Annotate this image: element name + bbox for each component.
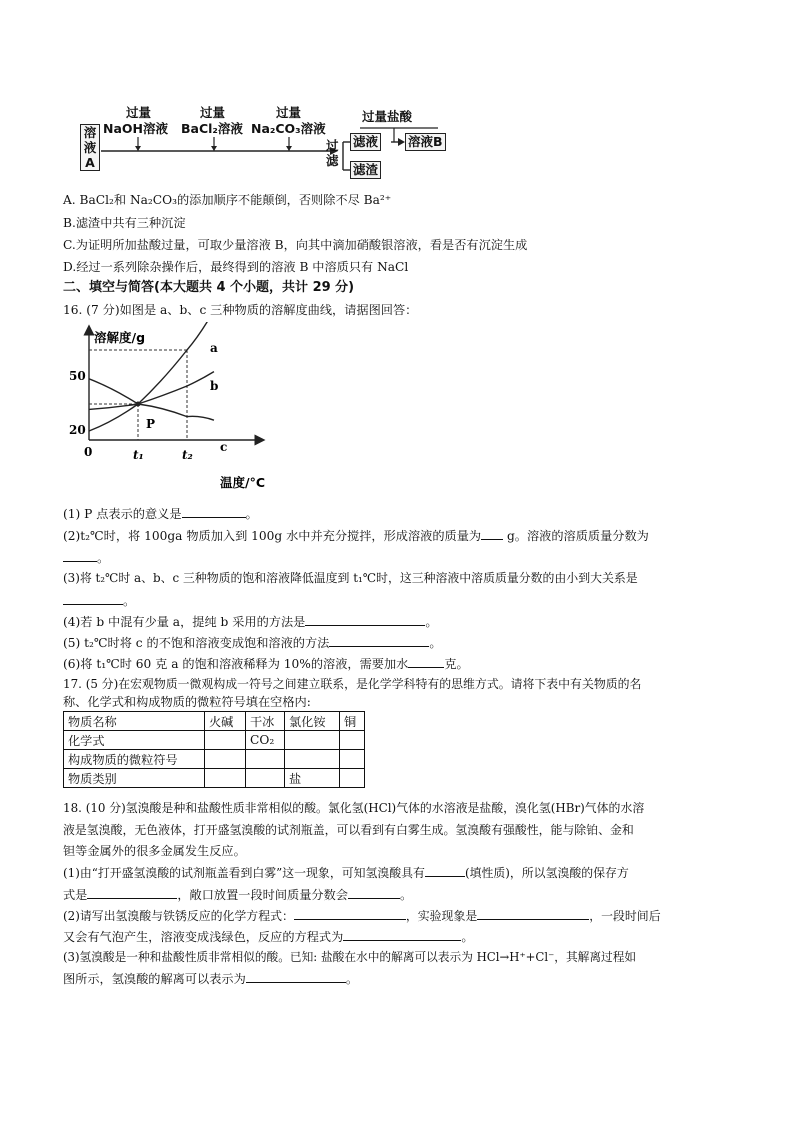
answer-blank[interactable] [246, 970, 346, 983]
table-row: 物质类别 盐 [64, 769, 365, 788]
q17-intro-2: 称、化学式和构成物质的微粒符号填在空格内: [63, 695, 311, 709]
answer-blank[interactable] [294, 907, 406, 920]
answer-blank[interactable] [87, 886, 177, 899]
answer-blank[interactable] [348, 886, 400, 899]
x-tick-t1: t₁ [133, 448, 144, 462]
solubility-chart [60, 322, 290, 497]
answer-blank[interactable] [481, 527, 503, 540]
q17-intro-1: 17. (5 分)在宏观物质一微观构成一符号之间建立联系，是化学学科特有的思维方式。请将下表中有关物质的名 [63, 677, 642, 691]
series-a-label: a [210, 341, 218, 355]
answer-blank[interactable] [182, 505, 246, 518]
q16-part2-cont: 。 [63, 549, 109, 566]
filter-label: 过 滤 [326, 138, 339, 168]
q18-part1-cont: 式是 ，敞口放置一段时间质量分数会 。 [63, 888, 413, 902]
y-tick-20: 20 [69, 423, 86, 437]
x-tick-0: 0 [84, 445, 93, 459]
answer-blank[interactable] [63, 549, 97, 562]
table-row: 构成物质的微粒符号 [64, 750, 365, 769]
step3-bottom-label: Na₂CO₃溶液 [251, 121, 326, 136]
y-axis-label: 溶解度/g [94, 330, 146, 345]
table-row: 物质名称 火碱 干冰 氯化铵 铜 [64, 712, 365, 731]
q16-part1: (1) P 点表示的意义是 。 [63, 507, 258, 521]
answer-blank[interactable] [329, 634, 429, 647]
series-c-label: c [220, 440, 228, 454]
solution-a-box: 溶 液 A [80, 124, 100, 171]
q18-intro-3: 钽等金属外的很多金属发生反应。 [63, 844, 246, 858]
section-title: 二、填空与简答(本大题共 4 个小题，共计 29 分) [63, 280, 355, 295]
substance-table [63, 711, 365, 788]
filtrate-box: 滤液 [350, 133, 381, 151]
x-tick-t2: t₂ [182, 448, 193, 462]
q18-intro-1: 18. (10 分)氢溴酸是种和盐酸性质非常相似的酸。氯化氢(HCl)气体的水溶液是盐酸，溴化氢(HBr)气体的水溶 [63, 801, 645, 815]
x-axis-label: 温度/°C [220, 475, 265, 490]
option-a: A. BaCl₂和 Na₂CO₃的添加顺序不能颠倒，否则除不尽 Ba²⁺ [63, 193, 392, 207]
answer-blank[interactable] [477, 907, 589, 920]
series-b-label: b [210, 379, 219, 393]
residue-box: 滤渣 [350, 161, 381, 179]
q18-part2-cont: 又会有气泡产生，溶液变成浅绿色，反应的方程式为 。 [63, 930, 474, 944]
option-d: D.经过一系列除杂操作后，最终得到的溶液 B 中溶质只有 NaCl [63, 260, 409, 274]
answer-blank[interactable] [305, 613, 425, 626]
step3-top-label: 过量 [276, 105, 302, 120]
point-p-label: P [146, 417, 156, 431]
step2-bottom-label: BaCl₂溶液 [181, 121, 243, 136]
step1-top-label: 过量 [126, 105, 152, 120]
q16-intro: 16. (7 分)如图是 a、b、c 三种物质的溶解度曲线，请据图回答： [63, 303, 418, 317]
answer-blank[interactable] [343, 928, 461, 941]
q16-part6: (6)将 t₁℃时 60 克 a 的饱和溶液稀释为 10%的溶液，需要加水 克。 [63, 657, 469, 671]
flow-arrows [0, 0, 794, 190]
option-c: C.为证明所加盐酸过量，可取少量溶液 B，向其中滴加硝酸银溶液，看是否有沉淀生成 [63, 238, 528, 252]
step2-top-label: 过量 [200, 105, 226, 120]
q18-part2: (2)请写出氢溴酸与铁锈反应的化学方程式： ，实验现象是 ，一段时间后 [63, 909, 661, 923]
answer-blank[interactable] [408, 655, 444, 668]
q18-part1: (1)由“打开盛氢溴酸的试剂瓶盖看到白雾”这一现象，可知氢溴酸具有 (填性质)，所以氢溴酸的保存方 [63, 866, 629, 880]
q18-part3-cont: 图所示，氢溴酸的解离可以表示为 。 [63, 972, 358, 986]
y-tick-50: 50 [69, 369, 86, 383]
q16-part4: (4)若 b 中混有少量 a，提纯 b 采用的方法是 。 [63, 615, 438, 629]
q16-part3: (3)将 t₂℃时 a、b、c 三种物质的饱和溶液降低温度到 t₁℃时，这三种溶液中溶质质量分数的由小到大关系是 [63, 571, 638, 585]
q18-part3: (3)氢溴酸是一种和盐酸性质非常相似的酸。已知: 盐酸在水中的解离可以表示为 HCl→H⁺+Cl⁻，其解离过程如 [63, 950, 637, 964]
answer-blank[interactable] [63, 592, 123, 605]
q18-intro-2: 液是氢溴酸，无色液体，打开盛氢溴酸的试剂瓶盖，可以看到有白雾生成。氢溴酸有强酸性，能与除铂、金和 [63, 823, 634, 837]
answer-blank[interactable] [425, 864, 465, 877]
step1-bottom-label: NaOH溶液 [103, 121, 168, 136]
option-b: B.滤渣中共有三种沉淀 [63, 216, 186, 230]
table-row: 化学式 CO₂ [64, 731, 365, 750]
acid-label: 过量盐酸 [362, 109, 413, 124]
q16-part3-cont: 。 [63, 592, 135, 609]
q16-part2: (2)t₂℃时，将 100ga 物质加入到 100g 水中并充分搅拌，形成溶液的质量为 g。溶液的溶质质量分数为 [63, 529, 649, 543]
solution-b-box: 溶液B [405, 133, 446, 151]
q16-part5: (5) t₂℃时将 c 的不饱和溶液变成饱和溶液的方法 。 [63, 636, 442, 650]
